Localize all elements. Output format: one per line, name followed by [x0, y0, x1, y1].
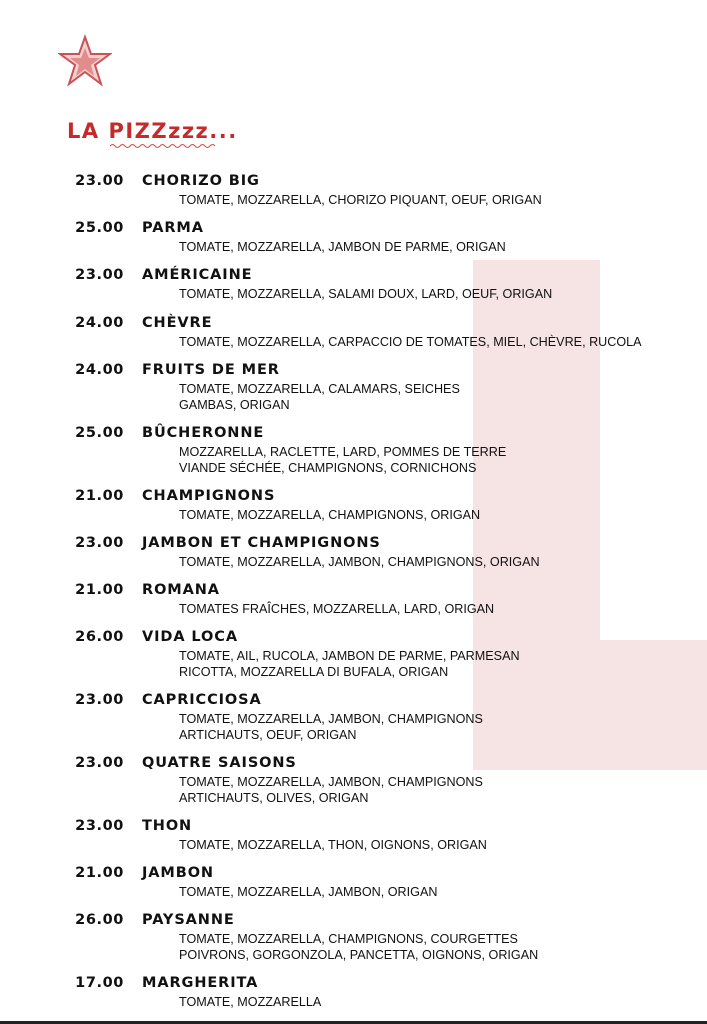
ingredient-line: TOMATE, MOZZARELLA, CHAMPIGNONS, ORIGAN	[179, 508, 481, 522]
item-ingredients	[179, 444, 506, 476]
ingredient-line: RICOTTA, MOZZARELLA DI BUFALA, ORIGAN	[179, 665, 449, 679]
section-title: LA PIZZzzz...	[67, 119, 238, 143]
item-ingredients	[179, 601, 494, 617]
item-name: CAPRICCIOSA	[142, 692, 262, 708]
item-price: 24.00	[75, 315, 124, 331]
item-price: 26.00	[75, 912, 124, 928]
item-ingredients	[179, 648, 520, 680]
ingredient-line: MOZZARELLA, RACLETTE, LARD, POMMES DE TERRE	[179, 445, 507, 459]
item-ingredients	[179, 837, 487, 853]
item-name: AMÉRICAINE	[142, 267, 253, 283]
ingredient-line: TOMATE, MOZZARELLA, CARPACCIO DE TOMATES, MIEL, CHÈVRE, RUCOLA	[179, 335, 642, 349]
item-price: 21.00	[75, 865, 124, 881]
item-ingredients	[179, 239, 506, 255]
item-ingredients	[179, 554, 540, 570]
ingredient-line: TOMATE, MOZZARELLA, THON, OIGNONS, ORIGAN	[179, 838, 487, 852]
item-name: JAMBON ET CHAMPIGNONS	[142, 535, 381, 551]
item-price: 21.00	[75, 488, 124, 504]
item-name: ROMANA	[142, 582, 220, 598]
item-price: 25.00	[75, 425, 124, 441]
item-ingredients	[179, 994, 321, 1010]
ingredient-line: TOMATE, MOZZARELLA, CHAMPIGNONS, COURGETTES	[179, 932, 518, 946]
ingredient-line: TOMATES FRAÎCHES, MOZZARELLA, LARD, ORIGAN	[179, 602, 495, 616]
ingredient-line: ARTICHAUTS, OLIVES, ORIGAN	[179, 791, 369, 805]
item-name: CHÈVRE	[142, 315, 213, 331]
item-price: 25.00	[75, 220, 124, 236]
item-price: 17.00	[75, 975, 124, 991]
ingredient-line: TOMATE, MOZZARELLA, SALAMI DOUX, LARD, OEUF, ORIGAN	[179, 287, 553, 301]
ingredient-line: GAMBAS, ORIGAN	[179, 398, 290, 412]
item-name: QUATRE SAISONS	[142, 755, 297, 771]
item-price: 26.00	[75, 629, 124, 645]
ingredient-line: POIVRONS, GORGONZOLA, PANCETTA, OIGNONS, ORIGAN	[179, 948, 539, 962]
item-name: CHORIZO BIG	[142, 173, 260, 189]
item-name: PARMA	[142, 220, 204, 236]
item-price: 23.00	[75, 267, 124, 283]
ingredient-line: ARTICHAUTS, OEUF, ORIGAN	[179, 728, 357, 742]
item-name: PAYSANNE	[142, 912, 235, 928]
ingredient-line: TOMATE, MOZZARELLA, CALAMARS, SEICHES	[179, 382, 460, 396]
ingredient-line: TOMATE, MOZZARELLA, JAMBON, CHAMPIGNONS	[179, 712, 483, 726]
item-ingredients	[179, 381, 460, 413]
ingredient-line: TOMATE, AIL, RUCOLA, JAMBON DE PARME, PARMESAN	[179, 649, 520, 663]
item-price: 23.00	[75, 535, 124, 551]
item-name: VIDA LOCA	[142, 629, 238, 645]
item-ingredients	[179, 774, 483, 806]
item-price: 23.00	[75, 173, 124, 189]
item-ingredients	[179, 286, 552, 302]
item-name: BÛCHERONNE	[142, 425, 265, 441]
item-name: JAMBON	[142, 865, 214, 881]
ingredient-line: VIANDE SÉCHÉE, CHAMPIGNONS, CORNICHONS	[179, 461, 477, 475]
item-ingredients	[179, 931, 538, 963]
item-name: FRUITS DE MER	[142, 362, 280, 378]
item-name: MARGHERITA	[142, 975, 259, 991]
item-ingredients	[179, 711, 483, 743]
ingredient-line: TOMATE, MOZZARELLA, CHORIZO PIQUANT, OEUF, ORIGAN	[179, 193, 542, 207]
item-price: 24.00	[75, 362, 124, 378]
item-price: 23.00	[75, 692, 124, 708]
ingredient-line: TOMATE, MOZZARELLA, JAMBON, ORIGAN	[179, 885, 438, 899]
item-ingredients	[179, 192, 542, 208]
item-ingredients	[179, 507, 480, 523]
ingredient-line: TOMATE, MOZZARELLA	[179, 995, 322, 1009]
item-price: 23.00	[75, 818, 124, 834]
item-ingredients	[179, 884, 437, 900]
ingredient-line: TOMATE, MOZZARELLA, JAMBON DE PARME, ORIGAN	[179, 240, 506, 254]
item-name: CHAMPIGNONS	[142, 488, 276, 504]
ingredient-line: TOMATE, MOZZARELLA, JAMBON, CHAMPIGNONS, ORIGAN	[179, 555, 540, 569]
ingredient-line: TOMATE, MOZZARELLA, JAMBON, CHAMPIGNONS	[179, 775, 483, 789]
item-ingredients	[179, 334, 642, 350]
item-price: 23.00	[75, 755, 124, 771]
item-name: THON	[142, 818, 193, 834]
item-price: 21.00	[75, 582, 124, 598]
